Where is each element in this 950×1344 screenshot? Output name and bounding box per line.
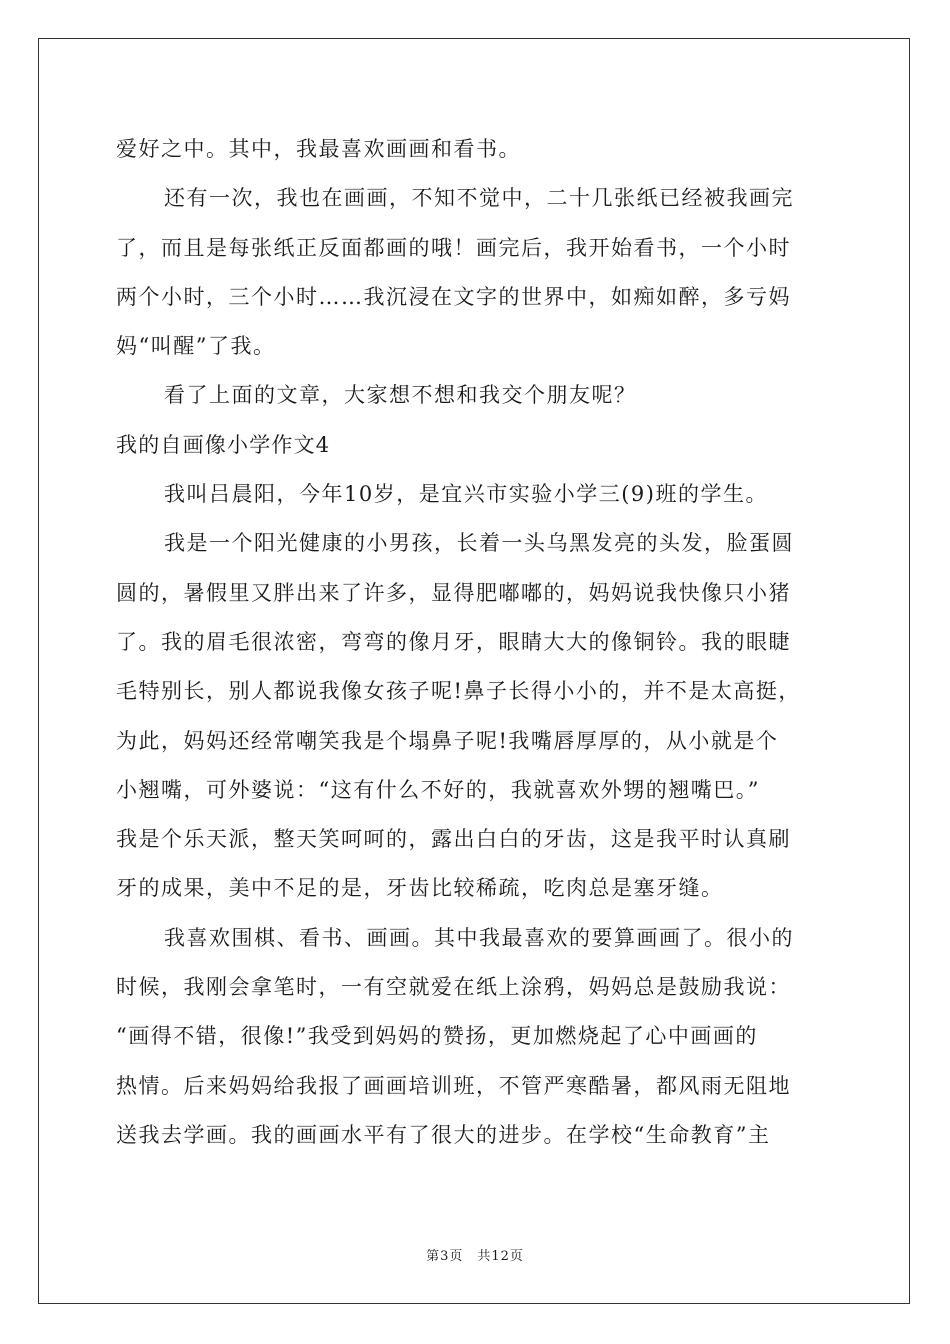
document-body [116, 125, 836, 1160]
paragraph-line: 了，而且是每张纸正反面都画的哦！画完后，我开始看书，一个小时 [116, 235, 791, 260]
paragraph-line: 爱好之中。其中，我最喜欢画画和看书。 [116, 137, 521, 161]
paragraph-line: 两个小时，三个小时……我沉浸在文字的世界中，如痴如醉，多亏妈 [116, 284, 791, 309]
paragraph-line: 圆的，暑假里又胖出来了许多，显得肥嘟嘟的，妈妈说我快像只小猪 [116, 580, 791, 605]
paragraph-line: 小翘嘴，可外婆说：“这有什么不好的，我就喜欢外甥的翘嘴巴。” [116, 777, 760, 802]
paragraph-line: 为此，妈妈还经常嘲笑我是个塌鼻子呢!我嘴唇厚厚的，从小就是个 [116, 728, 779, 753]
paragraph-line: 我喜欢围棋、看书、画画。其中我最喜欢的要算画画了。很小的 [164, 925, 794, 950]
paragraph-line: 我叫吕晨阳，今年10岁，是宜兴市实验小学三(9)班的学生。 [164, 482, 768, 507]
paragraph-line: 看了上面的文章，大家想不想和我交个朋友呢？ [164, 383, 637, 408]
paragraph-line: 我是一个阳光健康的小男孩，长着一头乌黑发亮的头发，脸蛋圆 [164, 531, 794, 556]
paragraph-line: 还有一次，我也在画画，不知不觉中，二十几张纸已经被我画完 [164, 186, 794, 211]
paragraph-line: 毛特别长，别人都说我像女孩子呢!鼻子长得小小的，并不是太高挺， [116, 679, 801, 704]
paragraph-line: 了。我的眉毛很浓密，弯弯的像月牙，眼睛大大的像铜铃。我的眼睫 [116, 629, 791, 654]
paragraph-line: “画得不错，很像!”我受到妈妈的赞扬，更加燃烧起了心中画画的 [116, 1024, 758, 1049]
paragraph-line: 热情。后来妈妈给我报了画画培训班，不管严寒酷暑，都风雨无阻地 [116, 1073, 791, 1098]
paragraph-line: 我是个乐天派，整天笑呵呵的，露出白白的牙齿，这是我平时认真刷 [116, 827, 791, 852]
paragraph-line: 妈“叫醒”了我。 [116, 334, 276, 359]
paragraph-line: 牙的成果，美中不足的是，牙齿比较稀疏，吃肉总是塞牙缝。 [116, 876, 724, 901]
paragraph-line: 送我去学画。我的画画水平有了很大的进步。在学校“生命教育”主 [116, 1122, 771, 1147]
section-heading: 我的自画像小学作文4 [116, 432, 331, 457]
paragraph-line: 时候，我刚会拿笔时，一有空就爱在纸上涂鸦，妈妈总是鼓励我说： [116, 975, 791, 1000]
page-number-footer: 第3页 共12页 [426, 1249, 524, 1264]
